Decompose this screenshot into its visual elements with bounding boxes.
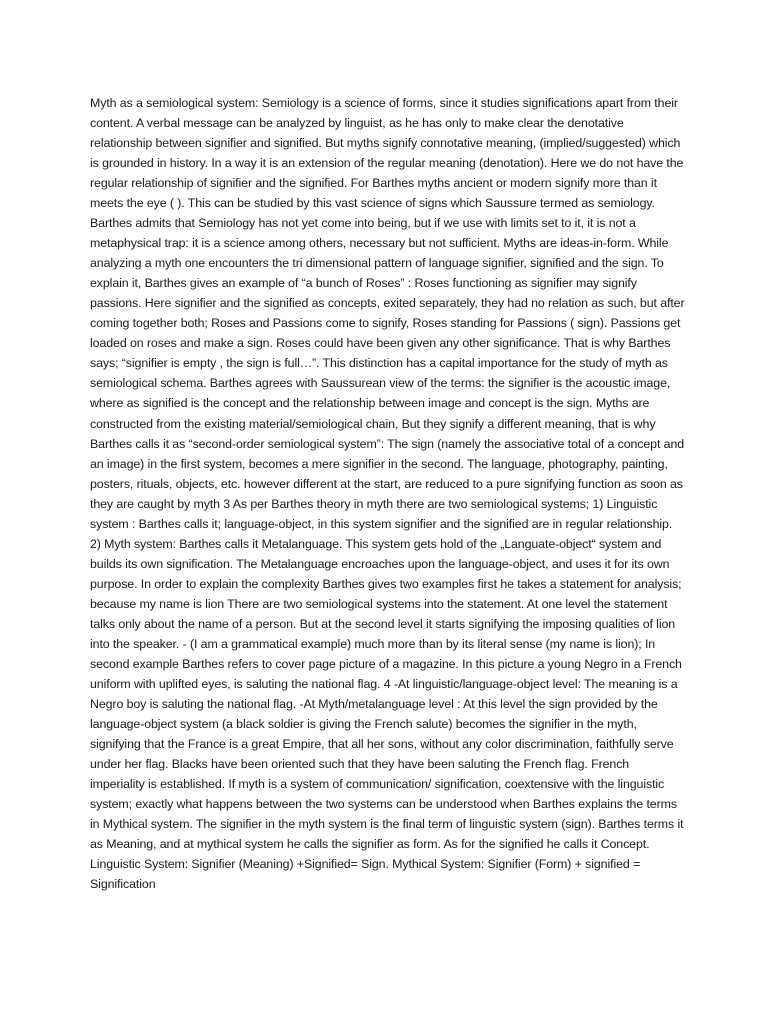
document-body-paragraph: Myth as a semiological system: Semiology is a science of forms, since it studies significations apart from their content. A verbal message can be analyzed by linguist, as he has only to make clear the denotative relationship between signifier and signified. But myths signify connotative meaning, (implied/suggested) which is grounded in history. In a way it is an extension of the regular meaning (denotation). Here we do not have the regular relationship of signifier and the signified. For Barthes myths ancient or modern signify more than it meets the eye ( ). This can be studied by this vast science of signs which Saussure termed as semiology. Barthes admits that Semiology has not yet come into being, but if we use with limits set to it, it is not a metaphysical trap: it is a science among others, necessary but not sufficient. Myths are ideas-in-form. While analyzing a myth one encounters the tri dimensional pattern of language signifier, signified and the sign. To explain it, Barthes gives an example of “a bunch of Roses” : Roses functioning as signifier may signify passions. Here signifier and the signified as concepts, exited separately, they had no relation as such, but after coming together both; Roses and Passions come to signify, Roses standing for Passions ( sign). Passions get loaded on roses and make a sign. Roses could have been given any other significance. That is why Barthes says; “signifier is empty , the sign is full…”. This distinction has a capital importance for the study of myth as semiological schema. Barthes agrees with Saussurean view of the terms: the signifier is the acoustic image, where as signified is the concept and the relationship between image and concept is the sign. Myths are constructed from the existing material/semiological chain, But they signify a different meaning, that is why Barthes calls it as “second-order semiological system”: The sign (namely the associative total of a concept and an image) in the first system, becomes a mere signifier in the second. The language, photography, painting, posters, rituals, objects, etc. however different at the start, are reduced to a pure signifying function as soon as they are caught by myth 3 As per Barthes theory in myth there are two semiological systems; 1) Linguistic system : Barthes calls it; language-object, in this system signifier and the signified are in regular relationship. 2) Myth system: Barthes calls it Metalanguage. This system gets hold of the „Languate-object“ system and builds its own signification. The Metalanguage encroaches upon the language-object, and uses it for its own purpose. In order to explain the complexity Barthes gives two examples first he takes a statement for analysis; because my name is lion There are two semiological systems into the statement. At one level the statement talks only about the name of a person. But at the second level it starts signifying the imposing qualities of lion into the speaker. - (I am a grammatical example) much more than by its literal sense (my name is lion); In second example Barthes refers to cover page picture of a magazine. In this picture a young Negro in a French uniform with uplifted eyes, is saluting the national flag. 4 -At linguistic/language-object level: The meaning is a Negro boy is saluting the national flag. -At Myth/metalanguage level : At this level the sign provided by the language-object system (a black soldier is giving the French salute) becomes the signifier in the myth, signifying that the France is a great Empire, that all her sons, without any color discrimination, faithfully serve under her flag. Blacks have been oriented such that they have been saluting the French flag. French imperiality is established. If myth is a system of communication/ signification, coextensive with the linguistic system; exactly what happens between the two systems can be understood when Barthes explains the terms in Mythical system. The signifier in the myth system is the final term of linguistic system (sign). Barthes terms it as Meaning, and at mythical system he calls the signifier as form. As for the signified he calls it Concept. Linguistic System: Signifier (Meaning) +Signified= Sign. Mythical System: Signifier (Form) + signified = Signification [90,96,685,892]
